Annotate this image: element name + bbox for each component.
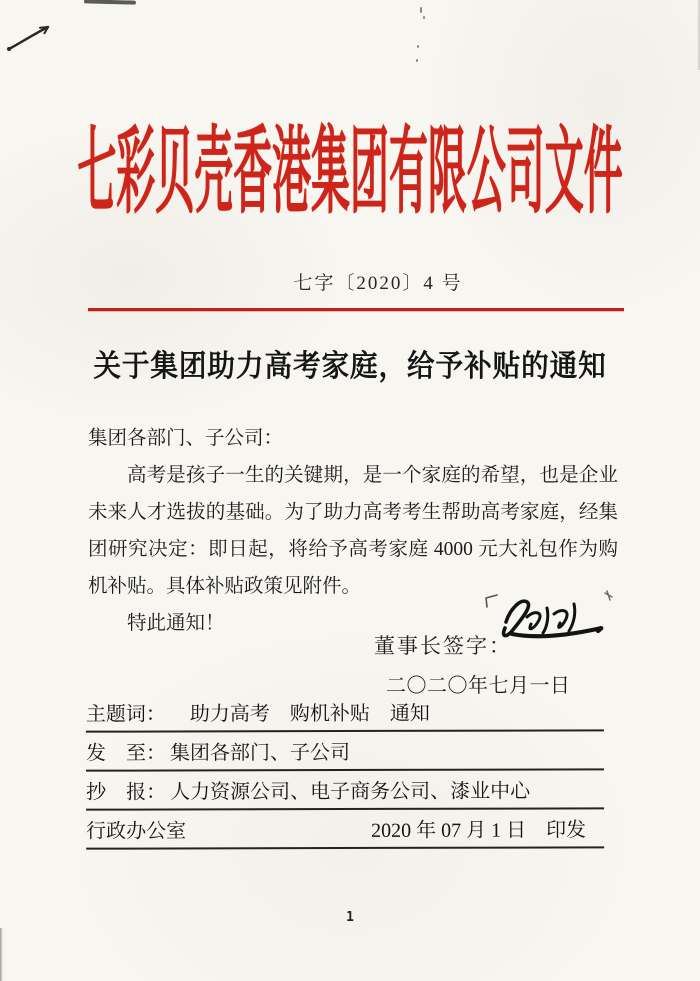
body-line: 高考是孩子一生的关键期，是一个家庭的希望，也是企业	[127, 465, 618, 486]
scan-edge-shadow-left	[0, 928, 3, 981]
row-label: 行政办公室	[86, 820, 187, 843]
ink-speck	[416, 59, 418, 62]
row-value: 人力资源公司、电子商务公司、漆业中心	[170, 780, 531, 804]
row-value: 助力高考 购机补贴 通知	[189, 702, 430, 726]
ink-speck	[420, 7, 422, 13]
chairman-signature-label: 董事长签字：	[374, 634, 512, 658]
body-line: 团研究决定：即日起，将给予高考家庭 4000 元大礼包作为购	[88, 539, 618, 560]
ink-speck	[423, 16, 425, 19]
notice-title-row	[0, 341, 700, 385]
table-row-issuing-office	[86, 809, 604, 849]
scan-smudge-top-edge	[84, 0, 136, 4]
page-number: 1	[346, 910, 354, 925]
row-label: 主题词：	[85, 703, 166, 726]
notice-title: 关于集团助力高考家庭，给予补贴的通知	[93, 350, 607, 383]
body-line: 未来人才选拔的基础。为了助力高考考生帮助高考家庭，经集	[88, 502, 618, 523]
footer-table	[86, 697, 604, 849]
table-row-sent-to	[86, 731, 604, 771]
ink-speck	[417, 45, 419, 48]
issue-date-chinese: 二〇二〇年七月一日	[386, 675, 571, 697]
table-row-copy-to	[86, 770, 604, 810]
table-row-keywords	[86, 697, 604, 732]
document-number: 七字〔2020〕4 号	[293, 273, 463, 294]
row-label: 发 至：	[85, 742, 166, 765]
body-line: 机补贴。具体补贴政策见附件。	[88, 576, 362, 597]
closing-line: 特此通知！	[127, 613, 225, 634]
row-value: 2020 年 07 月 1 日 印发	[371, 819, 587, 842]
salutation: 集团各部门、子公司：	[88, 428, 284, 449]
row-label: 抄 报：	[86, 781, 167, 804]
organization-title: 七彩贝壳香港集团有限公司文件	[77, 119, 623, 225]
handwritten-signature	[468, 586, 620, 658]
pen-arrow-mark	[4, 18, 60, 56]
row-value: 集团各部门、子公司	[169, 741, 350, 765]
letterhead	[0, 119, 700, 225]
red-divider-line	[88, 308, 624, 311]
